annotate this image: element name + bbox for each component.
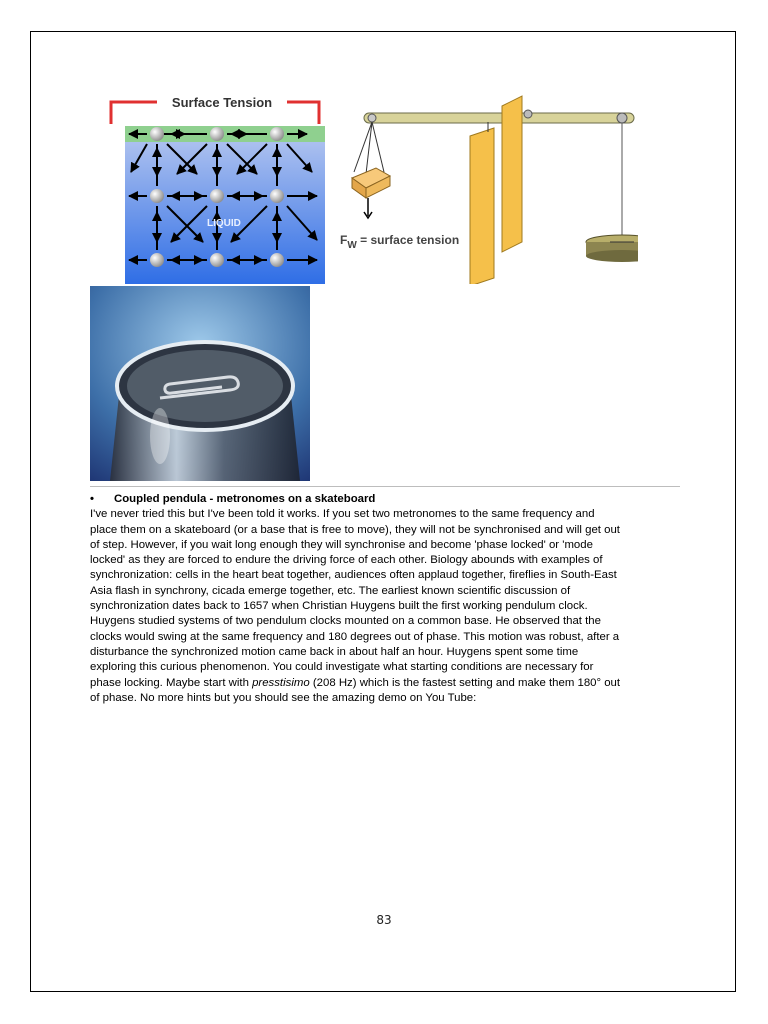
line12-before: phase locking. Maybe start with — [90, 676, 253, 689]
section-divider — [90, 486, 680, 487]
body-line: place them on a skateboard (or a base that is free to move), they will not be synchronised and will get out — [90, 523, 620, 536]
surface-tension-title: Surface Tension — [171, 95, 273, 110]
body-line: of step. However, if you wait long enough they will synchronise and become 'phase locked' or 'mode — [90, 538, 593, 551]
tempo-term: presstisimo — [252, 676, 310, 689]
force-label: F — [340, 233, 348, 247]
section-heading — [90, 492, 682, 507]
body-line: exploring this curious phenomenon. You could investigate what starting conditions are necessary for — [90, 661, 594, 674]
body-line: synchronization dates back to 1657 when Christian Huygens built the first working pendulum clock. — [90, 600, 588, 613]
body-line: locked' as they are forced to endure the driving force of each other. Biology abounds with examples of — [90, 554, 603, 567]
body-line: of phase. No more hints but you should see the amazing demo on You Tube: — [90, 691, 477, 704]
liquid-label: LIQUID — [207, 218, 241, 229]
coupled-pendula-section — [90, 492, 682, 706]
body-line: disturbance the synchronized motion came back in about half an hour. Huygens spent some time — [90, 645, 579, 658]
paperclip-floating-photo — [90, 286, 310, 481]
force-text: = surface tension — [356, 233, 460, 247]
bullet: • — [90, 493, 94, 505]
body-line: Asia flash in synchrony, cicada emerge together, etc. The earliest known scientific discussion of — [90, 584, 571, 597]
body-line: I've never tried this but I've been told it works. If you set two metronomes to the same frequency and — [90, 508, 595, 521]
svg-text:FW = surface tension — [340, 233, 459, 251]
surface-tension-balance-diagram — [338, 92, 638, 284]
line12-after: (208 Hz) which is the fastest setting and make them 180° out — [309, 676, 621, 689]
section-body — [90, 507, 682, 706]
body-line: clocks would swing at the same frequency and 180 degrees out of phase. This motion was robust, after a — [90, 630, 620, 643]
heading-text: Coupled pendula - metronomes on a skateboard — [114, 493, 376, 505]
surface-tension-diagram — [107, 92, 335, 284]
body-line: Huygens studied systems of two pendulum clocks mounted on a common base. He observed that the — [90, 615, 601, 628]
force-subscript: W — [347, 240, 357, 251]
body-line: synchronization: cells in the heart beat together, audiences often applaud together, fireflies in South-East — [90, 569, 617, 582]
body-line — [90, 676, 682, 691]
page-number: 83 — [376, 913, 392, 927]
